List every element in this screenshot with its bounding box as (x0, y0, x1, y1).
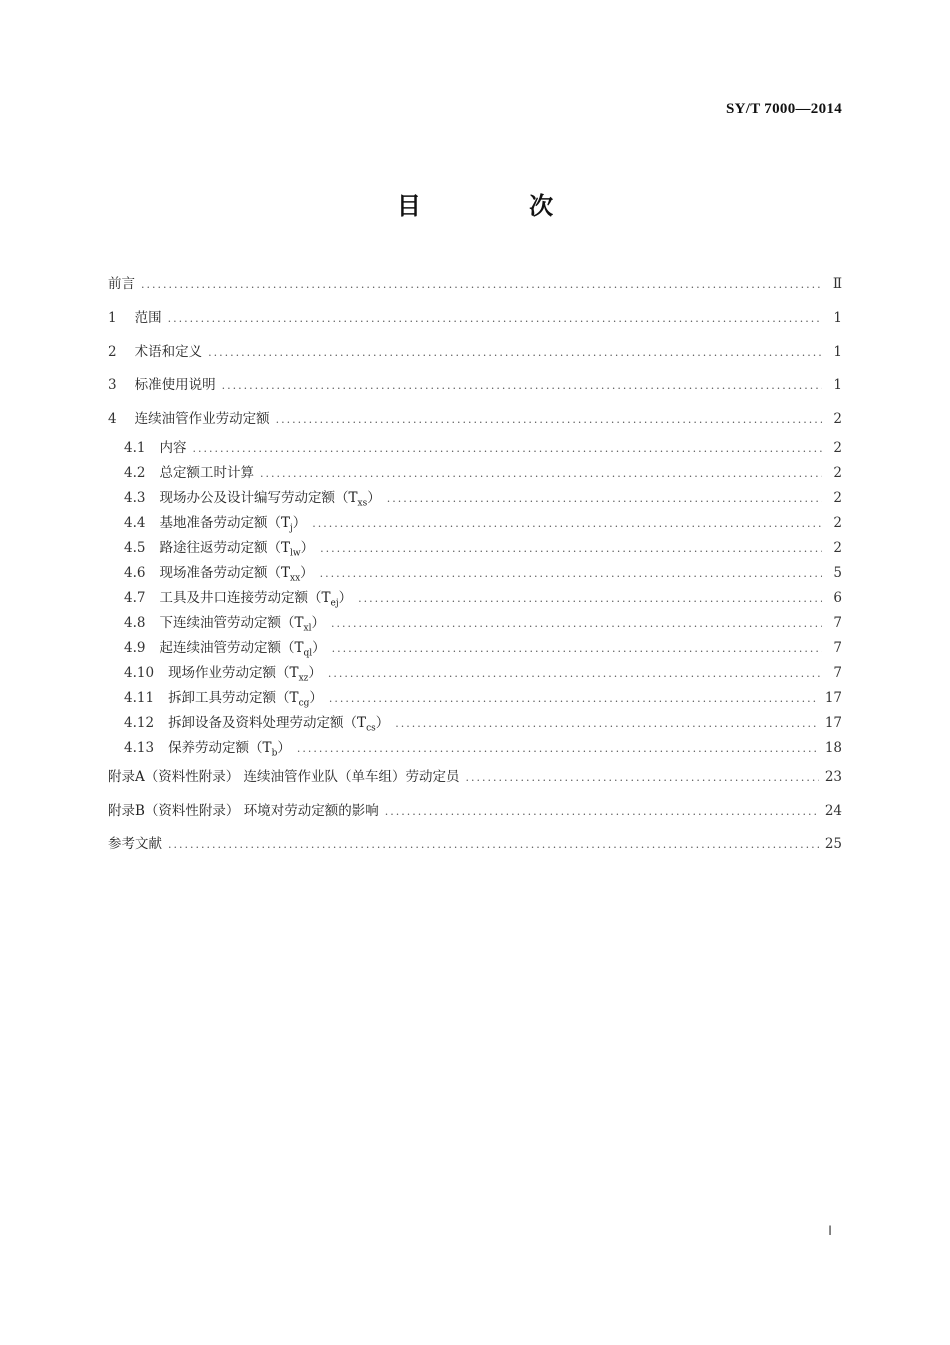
toc-entry[interactable] (108, 408, 842, 430)
toc-entry-label (159, 512, 306, 540)
toc-entry-page-number: 2 (833, 411, 842, 427)
toc-entry-label (135, 408, 270, 430)
toc-entry-page-number: 7 (833, 665, 842, 681)
toc-entry-subscript: ej (330, 598, 339, 609)
toc-entry-label (108, 273, 135, 295)
toc-entry-number: 4.1 (124, 440, 146, 456)
toc-entry-page-number: 1 (833, 377, 842, 393)
toc-entry-label-text: 标准使用说明 (134, 377, 216, 393)
toc-entry-page-number: 2 (833, 515, 842, 531)
toc-entry-page-number: 18 (824, 740, 842, 756)
toc-entry-label-text: 路途往返劳动定额（T (159, 540, 290, 556)
toc-entry-label (108, 833, 162, 855)
toc-entry-number: 2 (108, 344, 117, 360)
toc-entry-label (159, 462, 254, 484)
toc-entry-label (159, 537, 314, 565)
dot-leader (331, 613, 822, 635)
toc-entry-label-text: 下连续油管劳动定额（T (159, 615, 304, 631)
standard-code: SY/T 7000—2014 (725, 101, 842, 117)
toc-entry-label-text: 前言 (108, 276, 135, 292)
dot-leader (168, 308, 822, 330)
toc-entry-number: 4.13 (124, 740, 155, 756)
toc-entry-label (168, 687, 323, 715)
toc-entry-label (168, 662, 322, 690)
toc-entry-label (168, 737, 291, 765)
dot-leader (312, 513, 822, 535)
dot-leader (192, 438, 822, 460)
toc-entry[interactable] (108, 800, 842, 822)
toc-entry-label (108, 766, 460, 788)
toc-entry-subscript: xx (290, 573, 301, 584)
toc-entry-number: 4.6 (124, 565, 146, 581)
toc-entry-number: 4.9 (124, 640, 146, 656)
toc-entry-subscript: j (290, 523, 293, 534)
dot-leader (168, 834, 819, 856)
toc-entry-number: 4.4 (124, 515, 146, 531)
toc-entry-label-suffix: ） (308, 665, 322, 681)
toc-entry-label (135, 307, 162, 329)
toc-entry[interactable] (108, 833, 842, 855)
toc-entry-label-text: 保养劳动定额（T (168, 740, 272, 756)
toc-entry-number: 4.11 (124, 690, 155, 706)
toc-entry-label (159, 487, 380, 515)
toc-entry-page-number: 23 (824, 769, 842, 785)
dot-leader (387, 488, 822, 510)
toc-entry-label-text: 总定额工时计算 (159, 465, 254, 481)
toc-entry-subscript: xs (357, 498, 368, 509)
toc-entry-subscript: xz (298, 673, 309, 684)
dot-leader (395, 713, 819, 735)
toc-entry-page-number: 2 (833, 465, 842, 481)
toc-entry[interactable] (108, 737, 842, 759)
toc-entry-label (159, 437, 186, 459)
toc-entry[interactable] (108, 462, 842, 484)
dot-leader (297, 738, 819, 760)
toc-entry-page-number: 7 (833, 640, 842, 656)
toc-entry-label (135, 341, 203, 363)
toc-entry-page-number: 1 (833, 310, 842, 326)
toc-entry[interactable] (108, 612, 842, 634)
toc-entry-number: 4.12 (124, 715, 155, 731)
toc-entry-label (168, 712, 389, 740)
toc-entry-page-number: 6 (833, 590, 842, 606)
toc-entry-label-text: 附录A（资料性附录） 连续油管作业队（单车组）劳动定员 (108, 769, 460, 785)
toc-entry-label-suffix: ） (292, 515, 307, 531)
dot-leader (466, 767, 819, 789)
dot-leader (141, 274, 822, 296)
toc-entry-number: 4.5 (124, 540, 146, 556)
toc-entry-number: 4.2 (124, 465, 146, 481)
toc-entry-label-suffix: ） (312, 640, 326, 656)
toc-entry[interactable] (108, 712, 842, 734)
toc-entry-label (159, 587, 352, 615)
dot-leader (320, 538, 822, 560)
toc-entry-label-suffix: ） (311, 615, 325, 631)
toc-entry-label-suffix: ） (277, 740, 291, 756)
dot-leader (332, 638, 822, 660)
toc-entry-number: 4.10 (124, 665, 155, 681)
dot-leader (320, 563, 822, 585)
toc-entry-number: 4 (108, 411, 117, 427)
toc-entry-label-suffix: ） (375, 715, 390, 731)
toc-entry[interactable] (108, 662, 842, 684)
toc-entry-subscript: ql (303, 648, 313, 659)
toc-entry-label-text: 术语和定义 (134, 344, 203, 360)
toc-entry-label-suffix: ） (300, 565, 314, 581)
dot-leader (208, 342, 822, 364)
toc-entry-label-text: 拆卸设备及资料处理劳动定额（T (168, 715, 367, 731)
toc-entry-subscript: lw (290, 548, 301, 559)
dot-leader (358, 588, 822, 610)
dot-leader (260, 463, 822, 485)
toc-entry[interactable] (108, 341, 842, 363)
toc-entry-label (159, 612, 324, 640)
toc-entry-subscript: xl (303, 623, 312, 634)
toc-entry-subscript: b (271, 748, 278, 759)
toc-entry-label-text: 起连续油管劳动定额（T (159, 640, 304, 656)
toc-entry-subscript: cg (298, 698, 310, 709)
toc-entry-label-text: 参考文献 (108, 836, 162, 852)
toc-entry-number: 4.3 (124, 490, 146, 506)
toc-entry[interactable] (108, 637, 842, 659)
toc-entry-page-number: 2 (833, 540, 842, 556)
toc-entry-label-text: 现场作业劳动定额（T (168, 665, 299, 681)
toc-entry-number: 4.7 (124, 590, 146, 606)
toc-entry-label-text: 现场准备劳动定额（T (159, 565, 290, 581)
page-folio: Ⅰ (828, 1223, 832, 1238)
toc-entry-page-number: 5 (833, 565, 842, 581)
toc-entry-label-text: 内容 (159, 440, 187, 456)
toc-entry-label (108, 800, 379, 822)
toc-entry[interactable] (108, 273, 842, 295)
toc-entry[interactable] (108, 374, 842, 396)
dot-leader (328, 663, 822, 685)
toc-entry-number: 3 (108, 377, 117, 393)
toc-entry-number: 4.8 (124, 615, 146, 631)
toc-entry-label (135, 374, 216, 396)
toc-entry-label (159, 637, 325, 665)
toc-entry[interactable] (108, 587, 842, 609)
toc-entry[interactable] (108, 562, 842, 584)
toc-entry-label-suffix: ） (300, 540, 315, 556)
dot-leader (222, 375, 822, 397)
toc-title: 目 次 (396, 192, 604, 220)
toc-entry-label-text: 拆卸工具劳动定额（T (168, 690, 299, 706)
toc-entry[interactable] (108, 537, 842, 559)
toc-entry[interactable] (108, 307, 842, 329)
toc-entry-label-suffix: ） (309, 690, 323, 706)
toc-entry[interactable] (108, 512, 842, 534)
toc-entry-page-number: 24 (824, 803, 842, 819)
toc-entry-label-text: 附录B（资料性附录） 环境对劳动定额的影响 (108, 803, 379, 819)
toc-entry-page-number: 1 (833, 344, 842, 360)
toc-entry-label-text: 连续油管作业劳动定额 (134, 411, 270, 427)
dot-leader (276, 409, 822, 431)
toc-entry[interactable] (108, 487, 842, 509)
toc-entry-page-number: Ⅱ (832, 276, 842, 292)
toc-entry-page-number: 2 (833, 490, 842, 506)
toc-entry-label-text: 工具及井口连接劳动定额（T (159, 590, 331, 606)
dot-leader (385, 801, 819, 823)
toc-entry-label-text: 范围 (134, 310, 162, 326)
toc-entry-page-number: 17 (824, 715, 842, 731)
toc-entry-subscript: cs (366, 723, 376, 734)
toc-entry-label-text: 现场办公及设计编写劳动定额（T (159, 490, 358, 506)
toc-entry[interactable] (108, 687, 842, 709)
toc-entry-page-number: 17 (824, 690, 842, 706)
toc-entry[interactable] (108, 766, 842, 788)
toc-entry-label-text: 基地准备劳动定额（T (159, 515, 290, 531)
toc-entry-page-number: 2 (833, 440, 842, 456)
toc-entry-label-suffix: ） (367, 490, 381, 506)
toc-entry-page-number: 7 (833, 615, 842, 631)
toc-entry-label (159, 562, 313, 590)
toc-entry-page-number: 25 (824, 836, 842, 852)
dot-leader (329, 688, 819, 710)
toc-entry-number: 1 (108, 310, 117, 326)
toc-entry[interactable] (108, 437, 842, 459)
toc-entry-label-suffix: ） (338, 590, 353, 606)
